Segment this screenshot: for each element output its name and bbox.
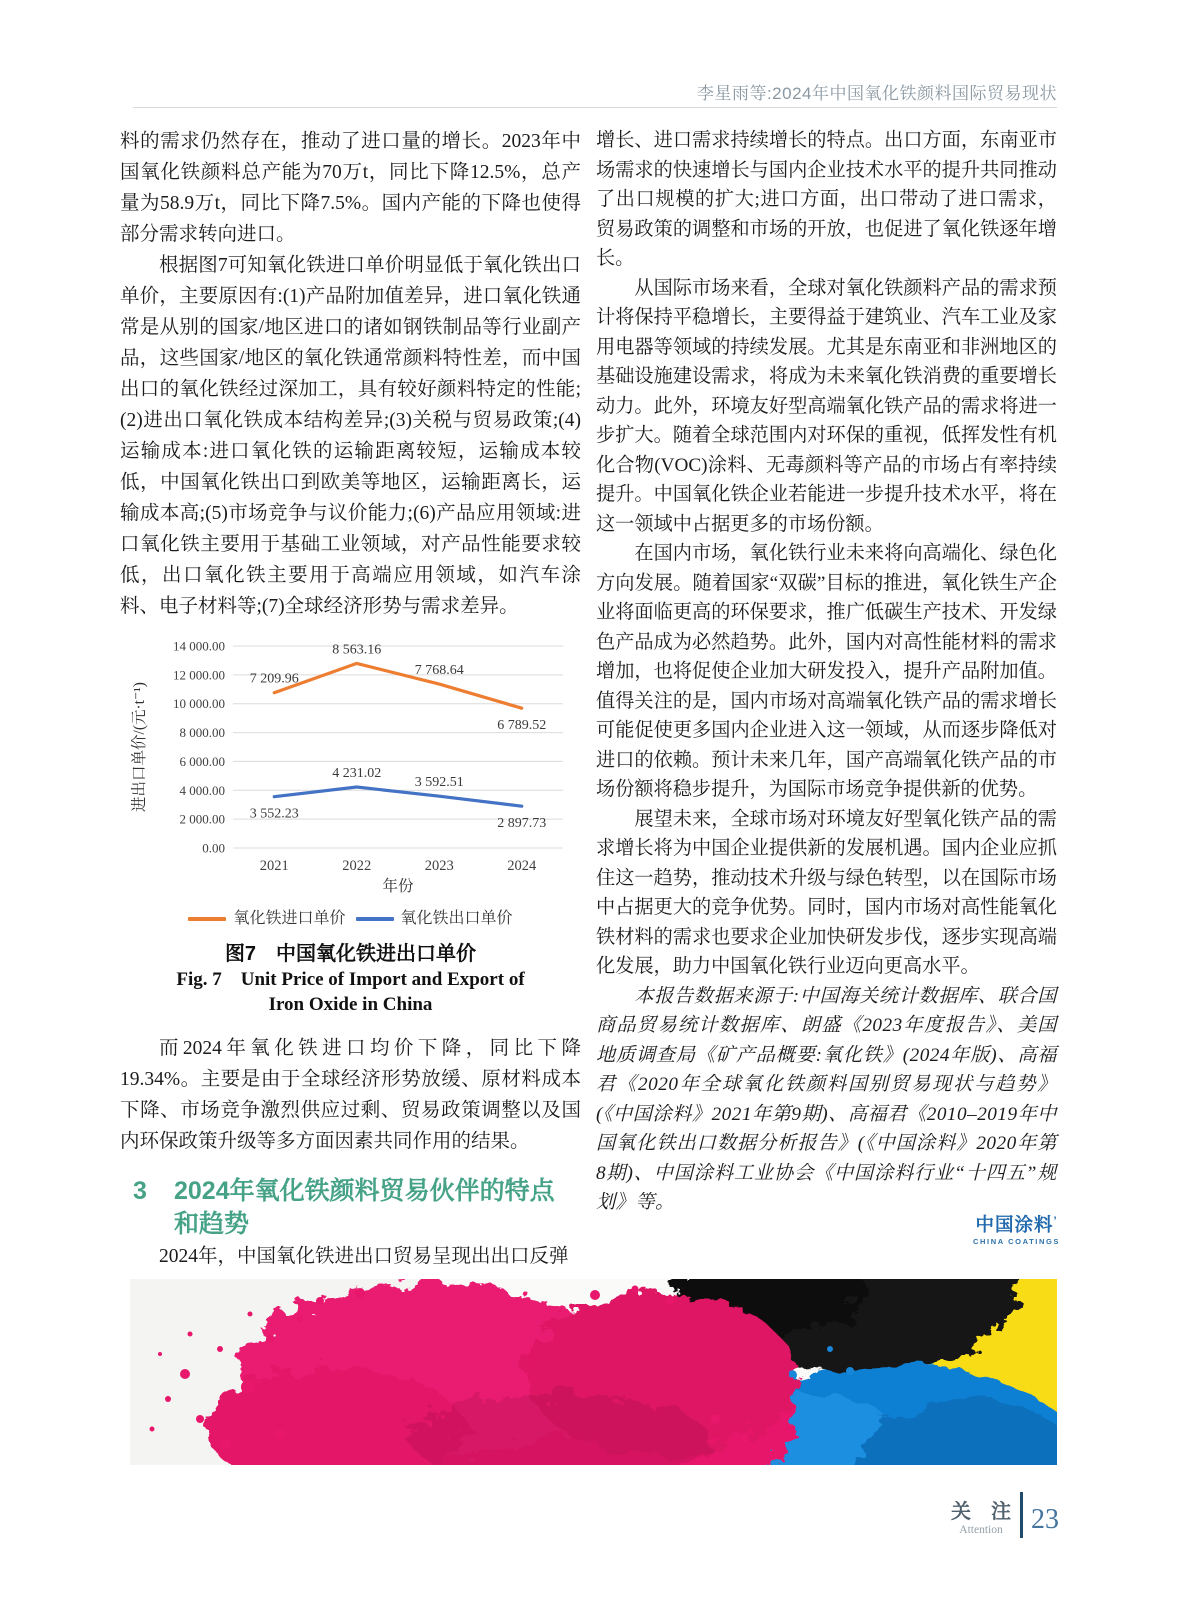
- footer-section: [951, 1501, 1011, 1537]
- pigment-powder-illustration: [130, 1279, 1057, 1465]
- section-heading-3: [120, 1175, 581, 1241]
- svg-text:7 209.96: 7 209.96: [249, 671, 299, 687]
- svg-text:4 000.00: 4 000.00: [179, 782, 225, 798]
- svg-text:7 768.64: 7 768.64: [414, 663, 464, 679]
- svg-text:12 000.00: 12 000.00: [173, 667, 225, 683]
- chart-legend: [120, 907, 581, 931]
- svg-text:2 897.73: 2 897.73: [497, 816, 547, 832]
- footer-section-cn: 关 注: [951, 1501, 1011, 1523]
- svg-text:10 000.00: 10 000.00: [173, 696, 225, 712]
- page-footer: [951, 1492, 1059, 1538]
- figure7: [120, 628, 581, 1017]
- pigment-powder-image: [130, 1279, 1057, 1465]
- legend-line-import-icon: [188, 917, 226, 921]
- svg-text:6 789.52: 6 789.52: [497, 718, 547, 734]
- logo-tick-mark: ’: [1053, 1215, 1058, 1227]
- data-source-note: 本报告数据来源于:中国海关统计数据库、联合国商品贸易统计数据库、朗盛《2023年度报告》、美国地质调查局《矿产品概要:氧化铁》(2024年版)、高福君《2020年全球氧化铁颜料国别贸易现状与趋势》(《中国涂料》2021年第9期)、高福君《2010–2019年中国氧化铁出口数据分析报告》(《中国涂料》2020年第8期)、中国涂料工业协会《中国涂料行业“十四五”规划》等。: [596, 985, 1057, 1213]
- figure-caption-en-line1: Fig. 7 Unit Price of Import and Export of: [176, 969, 525, 990]
- left-column: [120, 126, 581, 1272]
- paragraph: 从国际市场来看，全球对氧化铁颜料产品的需求预计将保持平稳增长，主要得益于建筑业、汽车工业及家用电器等领域的持续发展。尤其是东南亚和非洲地区的基础设施建设需求，将成为未来氧化铁消费的重要增长动力。此外，环境友好型高端氧化铁产品的需求将进一步扩大。随着全球范围内对环保的重视，低挥发性有机化合物(VOC)涂料、无毒颜料等产品的市场占有率持续提升。中国氧化铁企业若能进一步提升技术水平，将在这一领域中占据更多的市场份额。: [596, 277, 1057, 535]
- paragraph: 而2024年氧化铁进口均价下降，同比下降19.34%。主要是由于全球经济形势放缓、原材料成本下降、市场竞争激烈供应过剩、贸易政策调整以及国内环保政策升级等多方面因素共同作用的结果。: [120, 1038, 581, 1152]
- svg-text:8 000.00: 8 000.00: [179, 725, 225, 741]
- svg-text:2021: 2021: [259, 858, 289, 874]
- svg-text:6 000.00: 6 000.00: [179, 753, 225, 769]
- figure7-line-chart: [120, 628, 581, 902]
- svg-text:2023: 2023: [424, 858, 454, 874]
- page-number: 23: [1031, 1504, 1059, 1535]
- figure-caption-en-line2: Iron Oxide in China: [268, 994, 433, 1015]
- paragraph: 增长、进口需求持续增长的特点。出口方面，东南亚市场需求的快速增长与国内企业技术水平的提升共同推动了出口规模的扩大;进口方面，出口带动了进口需求，贸易政策的调整和市场的开放，也促进了氧化铁逐年增长。: [596, 130, 1057, 269]
- legend-label-export: 氧化铁出口单价: [400, 910, 513, 927]
- legend-item-import: [188, 907, 345, 931]
- section-title: 2024年氧化铁颜料贸易伙伴的特点 和趋势: [174, 1177, 555, 1238]
- svg-text:2022: 2022: [342, 858, 372, 874]
- section-number: 3: [133, 1177, 147, 1205]
- svg-text:0.00: 0.00: [202, 840, 225, 856]
- logo-name-en: CHINA COATINGS: [973, 1236, 1060, 1246]
- running-head: 李星雨等:2024年中国氧化铁颜料国际贸易现状: [696, 84, 1057, 103]
- paragraph: 2024年，中国氧化铁进出口贸易呈现出出口反弹: [159, 1246, 569, 1267]
- svg-text:8 563.16: 8 563.16: [332, 642, 382, 658]
- paragraph: 展望未来，全球市场对环境友好型氧化铁产品的需求增长将为中国企业提供新的发展机遇。国内企业应抓住这一趋势，推动技术升级与绿色转型，以在国际市场中占据更大的竞争优势。同时，国内市场对高性能氧化铁材料的需求也要求企业加快研发步伐，逐步实现高端化发展，助力中国氧化铁行业迈向更高水平。: [596, 808, 1057, 977]
- svg-text:2 000.00: 2 000.00: [179, 811, 225, 827]
- legend-label-import: 氧化铁进口单价: [233, 910, 346, 927]
- legend-item-export: [356, 907, 513, 931]
- footer-section-en: Attention: [959, 1524, 1003, 1536]
- right-column: [596, 126, 1057, 1218]
- paragraph: 在国内市场，氧化铁行业未来将向高端化、绿色化方向发展。随着国家“双碳”目标的推进，氧化铁生产企业将面临更高的环保要求，推广低碳生产技术、开发绿色产品成为必然趋势。此外，国内对高性能材料的需求增加，也将促使企业加大研发投入，提升产品附加值。值得关注的是，国内市场对高端氧化铁产品的需求增长可能促使更多国内企业进入这一领域，从而逐步降低对进口的依赖。预计未来几年，国产高端氧化铁产品的市场份额将稳步提升，为国际市场竞争提供新的优势。: [596, 543, 1057, 800]
- svg-text:2024: 2024: [507, 858, 537, 874]
- paragraph: 根据图7可知氧化铁进口单价明显低于氧化铁出口单价，主要原因有:(1)产品附加值差异，进口氧化铁通常是从别的国家/地区进口的诸如钢铁制品等行业副产品，这些国家/地区的氧化铁通常颜料特性差，而中国出口的氧化铁经过深加工，具有较好颜料特定的性能;(2)进出口氧化铁成本结构差异;(3)关税与贸易政策;(4)运输成本:进口氧化铁的运输距离较短，运输成本较低，中国氧化铁出口到欧美等地区，运输距离长，运输成本高;(5)市场竞争与议价能力;(6)产品应用领域:进口氧化铁主要用于基础工业领域，对产品性能要求较低，出口氧化铁主要用于高端应用领域，如汽车涂料、电子材料等;(7)全球经济形势与需求差异。: [120, 255, 581, 617]
- footer-divider: [1020, 1492, 1023, 1538]
- svg-text:14 000.00: 14 000.00: [173, 638, 225, 654]
- logo-name-cn: 中国涂料’: [975, 1214, 1058, 1235]
- svg-text:进出口单价/(元·t⁻¹): 进出口单价/(元·t⁻¹): [131, 682, 148, 812]
- svg-text:3 552.23: 3 552.23: [249, 806, 299, 822]
- svg-text:4 231.02: 4 231.02: [332, 765, 382, 781]
- svg-text:年份: 年份: [382, 878, 414, 895]
- legend-line-export-icon: [356, 917, 394, 921]
- svg-text:3 592.51: 3 592.51: [414, 775, 464, 791]
- header-rule: [133, 107, 1057, 108]
- paragraph: 料的需求仍然存在，推动了进口量的增长。2023年中国氧化铁颜料总产能为70万t，同比下降12.5%，总产量为58.9万t，同比下降7.5%。国内产能的下降也使得部分需求转向进口。: [120, 131, 581, 245]
- figure-caption-cn: 图7 中国氧化铁进出口单价: [224, 943, 477, 965]
- china-coatings-logo: [973, 1216, 1060, 1245]
